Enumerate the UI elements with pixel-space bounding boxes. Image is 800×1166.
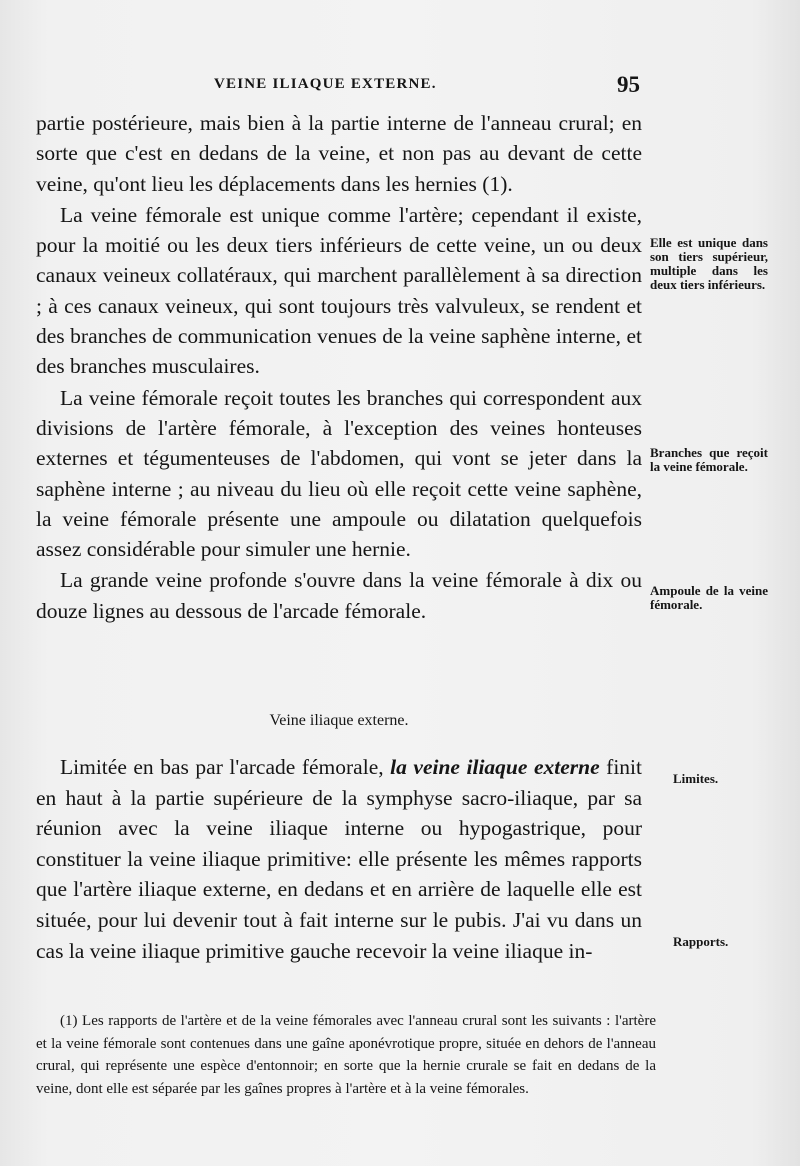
margin-note-ampoule: Ampoule de la veine fémorale. (650, 583, 768, 612)
section-paragraph (36, 752, 642, 966)
section-heading: Veine iliaque externe. (269, 712, 409, 729)
paragraph-4: La grande veine profonde s'ouvre dans la veine fémorale à dix ou douze lignes au dessous de l'arcade fémorale. (36, 568, 642, 623)
margin-note-unique: Elle est unique dans son tiers supérieur, multiple dans les deux tiers inférieurs. (650, 235, 768, 292)
margin-note-limites: Limites. (673, 771, 719, 786)
running-head: VEINE ILIAQUE EXTERNE. (214, 76, 437, 92)
margin-note-rapports: Rapports. (673, 934, 729, 949)
page-header (36, 72, 640, 100)
paragraph-1: partie postérieure, mais bien à la partie interne de l'anneau crural; en sorte que c'est en dedans de la veine, et non pas au devant de cette veine, qu'ont lieu les déplacements dans les hernies (1). (36, 111, 642, 196)
margin-note-branches: Branches que reçoit la veine fémorale. (650, 445, 768, 474)
page-number: 95 (617, 72, 640, 97)
footnote-text: (1) Les rapports de l'artère et de la veine fémorales avec l'anneau crural sont les suivants : l'artère et la veine fémorale sont contenues dans une gaîne aponévrotique propre, située en dehors de l'anneau crural, qui représente une espèce d'entonnoir; en sorte que la hernie crurale se fait en dedans de la veine, dont elle est séparée par les gaînes propres à l'artère et à la veine fémorales. (36, 1013, 656, 1097)
footnote (36, 1010, 656, 1100)
section-text (36, 752, 642, 966)
section-paragraph-rest: finit en haut à la partie supérieure de la symphyse sacro-iliaque, par sa réunion avec la veine iliaque interne ou hypogastrique, pour constituer la veine iliaque primitive: elle présente les mêmes rapports que l'artère iliaque externe, en dedans et en arrière de laquelle elle est située, pour lui devenir tout à fait interne sur le pubis. J'ai vu dans un cas la veine iliaque primitive gauche recevoir la veine iliaque in- (36, 755, 642, 963)
section-paragraph-start: Limitée en bas par l'arcade fémorale, (60, 755, 391, 779)
section-paragraph-italic: la veine iliaque externe (390, 755, 600, 779)
paragraph-3: La veine fémorale reçoit toutes les branches qui correspondent aux divisions de l'artère fémorale, à l'exception des veines honteuses externes et tégumenteuses de l'abdomen, qui vont se jeter dans la saphène interne ; au niveau du lieu où elle reçoit cette veine saphène, la veine fémorale présente une ampoule ou dilatation quelquefois assez considérable pour simuler une hernie. (36, 385, 642, 562)
main-text (36, 108, 642, 627)
paragraph-2: La veine fémorale est unique comme l'artère; cependant il existe, pour la moitié ou les deux tiers inférieurs de cette veine, un ou deux canaux veineux collatéraux, qui marchent parallèlement à sa direction ; à ces canaux veineux, qui sont toujours très valvuleux, se rendent et des branches de communication venues de la veine saphène interne, et des branches musculaires. (36, 202, 642, 379)
